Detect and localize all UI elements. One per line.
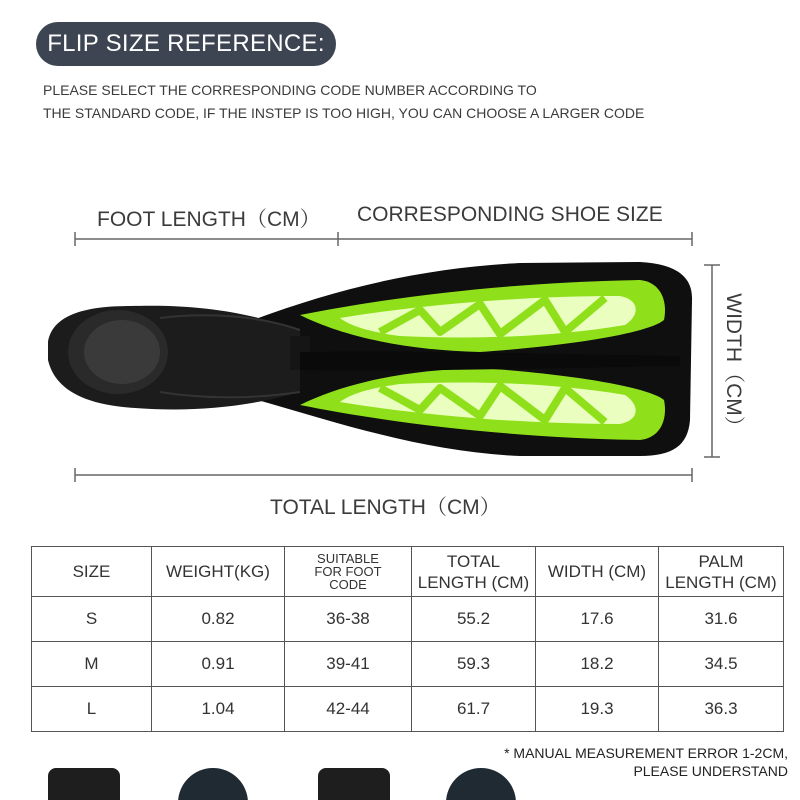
table-row: [32, 597, 784, 642]
header-foot-code-line-1: SUITABLE: [317, 551, 379, 566]
cell-width: 17.6: [536, 597, 659, 642]
cell-width: 18.2: [536, 642, 659, 687]
cell-weight: 0.82: [152, 597, 285, 642]
cell-total-length: 55.2: [412, 597, 536, 642]
header-total-length: [412, 547, 536, 597]
fin-shape: [48, 262, 692, 456]
table-header-row: [32, 547, 784, 597]
cell-foot-code: 39-41: [285, 642, 412, 687]
instruction-line-2: THE STANDARD CODE, IF THE INSTEP IS TOO HIGH, YOU CAN CHOOSE A LARGER CODE: [43, 105, 645, 121]
cell-palm-length: 34.5: [659, 642, 784, 687]
cell-palm-length: 31.6: [659, 597, 784, 642]
cell-size: L: [32, 687, 152, 732]
measurement-footnote: [504, 744, 788, 780]
cell-total-length: 59.3: [412, 642, 536, 687]
product-thumbnail: [178, 768, 248, 800]
cell-foot-code: 42-44: [285, 687, 412, 732]
page-title: FLIP SIZE REFERENCE:: [36, 22, 336, 66]
header-palm-length-line-2: LENGTH (CM): [665, 572, 777, 592]
header-palm-length: [659, 547, 784, 597]
cell-size: S: [32, 597, 152, 642]
header-foot-code: [285, 547, 412, 597]
header-total-length-line-2: LENGTH (CM): [417, 572, 530, 592]
header-weight: WEIGHT(KG): [152, 547, 285, 597]
foot-length-label: FOOT LENGTH（CM）: [97, 208, 321, 231]
cell-palm-length: 36.3: [659, 687, 784, 732]
product-thumbnail: [48, 768, 120, 800]
size-table: [31, 546, 784, 732]
total-length-label: TOTAL LENGTH（CM）: [270, 496, 501, 519]
header-width: WIDTH (CM): [536, 547, 659, 597]
width-label: WIDTH（CM）: [722, 293, 745, 437]
table-row: [32, 687, 784, 732]
product-thumbnail: [318, 768, 390, 800]
cell-weight: 0.91: [152, 642, 285, 687]
header-total-length-line-1: TOTAL: [446, 551, 501, 571]
footnote-line-1: * MANUAL MEASUREMENT ERROR 1-2CM,: [504, 745, 788, 761]
cell-weight: 1.04: [152, 687, 285, 732]
header-foot-code-line-2: FOR FOOT: [314, 564, 382, 579]
cell-foot-code: 36-38: [285, 597, 412, 642]
cell-width: 19.3: [536, 687, 659, 732]
header-foot-code-line-3: CODE: [329, 577, 367, 592]
header-palm-length-line-1: PALM: [698, 551, 744, 571]
shoe-size-label: CORRESPONDING SHOE SIZE: [357, 203, 663, 226]
table-row: [32, 642, 784, 687]
cell-size: M: [32, 642, 152, 687]
instruction-line-1: PLEASE SELECT THE CORRESPONDING CODE NUMBER ACCORDING TO: [43, 82, 537, 98]
footnote-line-2: PLEASE UNDERSTAND: [633, 763, 788, 779]
header-size: SIZE: [32, 547, 152, 597]
cell-total-length: 61.7: [412, 687, 536, 732]
